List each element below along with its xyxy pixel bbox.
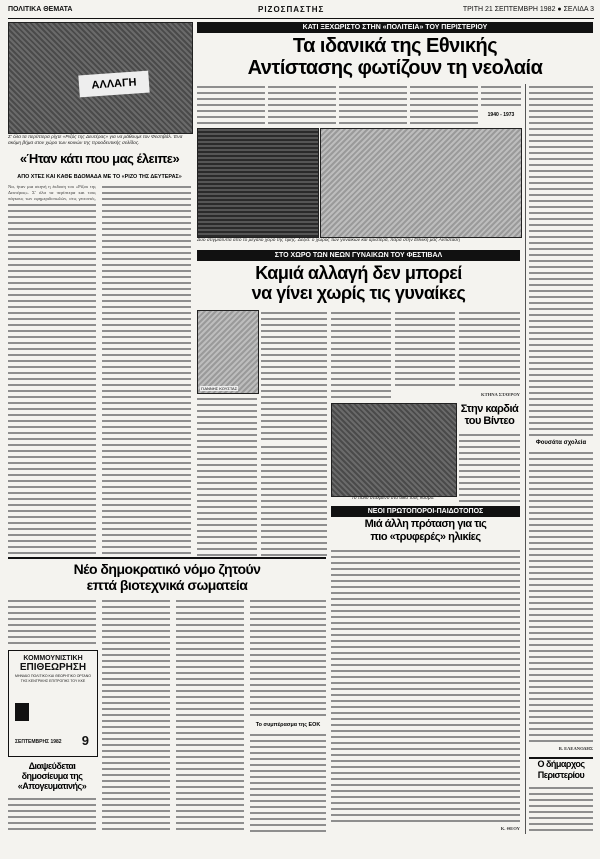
ad-issue-date: ΣΕΠΤΕΜΒΡΗΣ 1982 <box>15 739 62 745</box>
eok-subhead: Το συμπέρασμα της ΕΟΚ <box>255 722 321 728</box>
left-body-lead: Να, ήταν μια σκηνή η έκδοση του «Ρίζου της Δευτέρας». Σ' όλα τα περίπτερα και τους πάγκους των εφημεριδοπωλών, στις γειτονιές, <box>8 184 96 201</box>
main-headline-2: Αντίστασης φωτίζουν τη νεολαία <box>247 57 543 79</box>
ad-title-2: ΕΠΙΘΕΩΡΗΣΗ <box>19 662 87 673</box>
notice-body <box>8 796 96 834</box>
trade-body-col2 <box>102 598 170 834</box>
page-header <box>8 4 594 19</box>
trade-rule <box>8 557 326 559</box>
trade-headline-2: επτά βιοτεχνικά σωματεία <box>86 577 248 593</box>
eok-body <box>250 732 326 834</box>
right-column-subhead: Φουσάτα σχολεία <box>535 440 587 446</box>
women-kicker-bar: ΣΤΟ ΧΩΡΟ ΤΩΝ ΝΕΩΝ ΓΥΝΑΙΚΩΝ ΤΟΥ ΦΕΣΤΙΒΑΛ <box>197 250 520 261</box>
left-body-col1 <box>8 202 96 554</box>
trade-body-col1 <box>8 598 96 646</box>
photo-credit: ΓΙΑΝΝΗΣ ΚΟΥΣΤΑΣ <box>201 386 238 391</box>
mayor-body <box>529 785 593 834</box>
mayor-headline-1: Ο δήμαρχος <box>537 759 585 769</box>
women-headline-1: Καμιά αλλαγή δεν μπορεί <box>255 263 462 283</box>
ad-title-1: ΚΟΜΜΟΥΝΙΣΤΙΚΗ <box>23 655 83 662</box>
left-subhead: ΑΠΟ ΧΤΕΣ ΚΑΙ ΚΑΘΕ ΒΔΟΜΑΔΑ ΜΕ ΤΟ «ΡΙΖΟ ΤΗΣ ΔΕΥΤΕΡΑΣ» <box>17 174 182 180</box>
women-lower-col1 <box>197 396 257 556</box>
photo-caption: Σ' όλα τα περίπτερα ρίχτε «Ριζός της Δευτέρας» για να μάθουμε τον Φεστιβάλ. Ένα ακόμη βήμα στον χώρο των κοινών της προοδευτικής σελίδος. <box>8 135 183 146</box>
masthead: ΡΙΖΟΣΠΑΣΤΗΣ <box>258 5 325 14</box>
notice-headline-3: «Απογευματινής» <box>17 781 87 791</box>
women-body-col4 <box>459 310 520 390</box>
ad-subtitle: ΜΗΝΙΑΙΟ ΠΟΛΙΤΙΚΟ ΚΑΙ ΘΕΩΡΗΤΙΚΟ ΟΡΓΑΝΟ ΤΗΣ ΚΕΝΤΡΙΚΗΣ ΕΠΙΤΡΟΠΗΣ ΤΟΥ ΚΚΕ <box>15 674 91 683</box>
mayor-headline-2: Περιστερίου <box>537 770 585 780</box>
women-body-col2 <box>331 310 391 400</box>
youth-headline-2: πιο «τρυφερές» ηλικίες <box>370 531 481 543</box>
youth-headline-1: Μιά άλλη πρόταση για τις <box>364 518 487 530</box>
kommounistiki-epitheorisi-ad <box>8 650 98 757</box>
right-column-body-2 <box>529 450 593 743</box>
section-label: ΠΟΛΙΤΙΚΑ ΘΕΜΑΤΑ <box>8 6 73 13</box>
main-body-col1 <box>197 84 265 126</box>
notice-headline-1: Διαψεύδεται <box>28 761 76 771</box>
ad-issue-number: 9 <box>81 733 89 748</box>
main-headline-1: Τα ιδανικά της Εθνικής <box>292 35 498 57</box>
festival-photo-left <box>197 128 319 238</box>
women-headline-2: να γίνει χωρίς τις γυναίκες <box>251 283 466 303</box>
trade-headline-1: Νέο δημοκρατικό νόμο ζητούν <box>73 561 261 577</box>
women-body-col3 <box>395 310 455 390</box>
main-body-col3 <box>339 84 407 126</box>
main-body-col4 <box>410 84 478 126</box>
women-byline: ΚΤΗΝΑ ΣΤΑΥΡΟΥ <box>481 392 520 397</box>
right-column-body-1 <box>529 84 593 436</box>
main-dates: 1940 - 1973 <box>487 112 515 118</box>
festival-photo-right <box>320 128 522 238</box>
main-photo-caption: Δύο στιγμιότυπα από το μεγάλο χορό της τιμής. Δεξιά: ο χώρος των γυναικών και αριστερά, παρά στην Εθνική μας Αντίσταση <box>197 238 460 243</box>
women-lower-col2 <box>261 444 327 556</box>
women-portrait-photo <box>197 310 259 394</box>
women-body-col1 <box>261 310 327 440</box>
right-column-rule <box>525 84 526 834</box>
main-kicker-bar: ΚΑΤΙ ΞΕΧΩΡΙΣΤΟ ΣΤΗΝ «ΠΟΛΙΤΕΙΑ» ΤΟΥ ΠΕΡΙΣΤΕΡΙΟΥ <box>197 22 593 33</box>
children-photo <box>331 403 457 497</box>
newsstand-photo <box>8 22 193 134</box>
children-photo-caption: Το πολύ σταλμένο στο δικό τους κόσμο. <box>351 496 435 501</box>
photo-sign: ΑΛΛΑΓΗ <box>78 71 149 98</box>
youth-body <box>331 548 520 824</box>
youth-byline: Κ. ΘΕΟΥ <box>500 826 520 831</box>
left-body-col2 <box>102 184 191 554</box>
notice-headline-2: δημοσίευμα της <box>21 771 83 781</box>
video-headline-2: του Βίντεο <box>464 415 515 427</box>
video-body <box>459 432 520 504</box>
trade-body-col3 <box>176 598 244 834</box>
left-headline: «Ήταν κάτι που μας έλειπε» <box>19 151 180 166</box>
youth-kicker-bar: ΝΕΟΙ ΠΡΩΤΟΠΟΡΟΙ-ΠΑΙΔΟΤΟΠΟΣ <box>331 506 520 517</box>
main-body-col5 <box>481 84 521 108</box>
main-body-col2 <box>268 84 336 126</box>
right-column-byline: Β. ΕΛΕΑΝΟΔΗΣ <box>558 746 593 751</box>
date-page: ΤΡΙΤΗ 21 ΣΕΠΤΕΜΒΡΗ 1982 ● ΣΕΛΙΔΑ 3 <box>462 6 594 13</box>
trade-body-col4 <box>250 598 326 718</box>
ad-logo-icon <box>15 703 29 721</box>
video-headline-1: Στην καρδιά <box>460 403 519 415</box>
